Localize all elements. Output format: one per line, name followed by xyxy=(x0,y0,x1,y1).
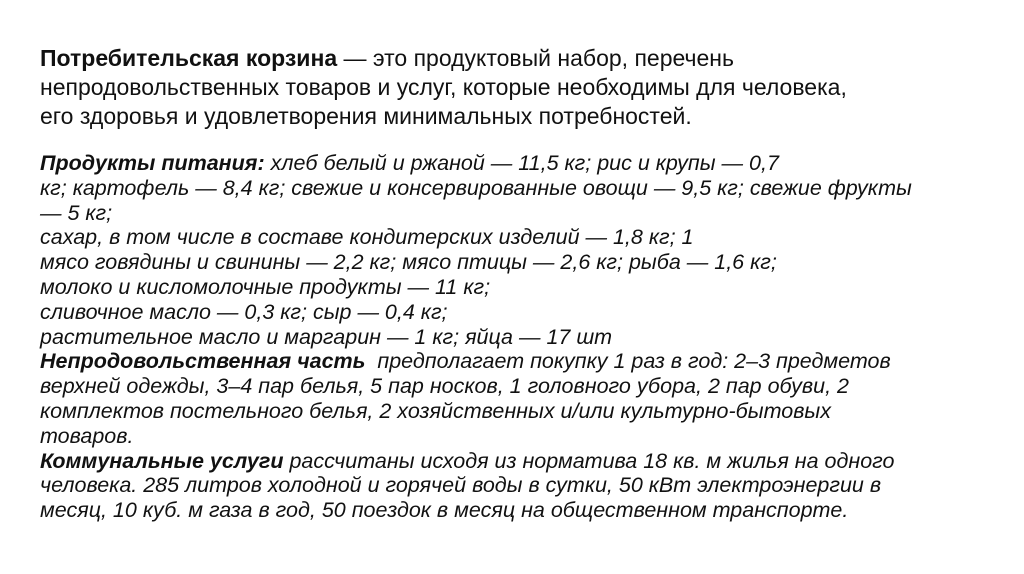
food-line: — 5 кг; xyxy=(40,200,113,225)
nonfood-section xyxy=(40,349,990,448)
utilities-section xyxy=(40,449,990,523)
food-heading: Продукты питания: xyxy=(40,151,265,175)
food-line: кг; картофель — 8,4 кг; свежие и консервированные овощи — 9,5 кг; свежие фрукты xyxy=(40,175,912,200)
food-line: мясо говядины и свинины — 2,2 кг; мясо птицы — 2,6 кг; рыба — 1,6 кг; xyxy=(40,250,777,275)
slide-content xyxy=(40,44,990,523)
utilities-text: рассчитаны исходя из норматива 18 кв. м жилья на одного xyxy=(283,448,895,473)
definition-term: Потребительская корзина xyxy=(40,45,338,71)
definition-text-line: — это продуктовый набор, перечень xyxy=(337,45,734,71)
nonfood-text: предполагает покупку 1 раз в год: 2–3 предметов xyxy=(365,349,891,374)
utilities-line xyxy=(40,449,990,474)
food-line: сахар, в том числе в составе кондитерских изделий — 1,8 кг; 1 xyxy=(40,225,694,250)
food-section xyxy=(40,151,990,349)
nonfood-line: товаров. xyxy=(40,423,134,448)
food-text: хлеб белый и ржаной — 11,5 кг; рис и крупы — 0,7 xyxy=(264,151,779,175)
nonfood-line xyxy=(40,349,990,374)
definition-text-line: его здоровья и удовлетворения минимальных потребностей. xyxy=(40,103,692,129)
nonfood-line: комплектов постельного белья, 2 хозяйственных и/или культурно-бытовых xyxy=(40,398,832,423)
utilities-heading: Коммунальные услуги xyxy=(40,448,284,473)
utilities-line: месяц, 10 куб. м газа в год, 50 поездок в месяц на общественном транспорте. xyxy=(40,498,849,523)
food-line: растительное масло и маргарин — 1 кг; яйца — 17 шт xyxy=(40,324,613,349)
nonfood-heading: Непродовольственная часть xyxy=(40,349,366,374)
details-block xyxy=(40,151,990,523)
food-line: молоко и кисломолочные продукты — 11 кг; xyxy=(40,274,491,299)
nonfood-line: верхней одежды, 3–4 пар белья, 5 пар носков, 1 головного убора, 2 пар обуви, 2 xyxy=(40,374,850,399)
definition-paragraph xyxy=(40,44,990,131)
food-line: сливочное масло — 0,3 кг; сыр — 0,4 кг; xyxy=(40,299,448,324)
definition-text-line: непродовольственных товаров и услуг, которые необходимы для человека, xyxy=(40,74,847,100)
food-line xyxy=(40,151,990,176)
utilities-line: человека. 285 литров холодной и горячей воды в сутки, 50 кВт электроэнергии в xyxy=(40,473,882,498)
